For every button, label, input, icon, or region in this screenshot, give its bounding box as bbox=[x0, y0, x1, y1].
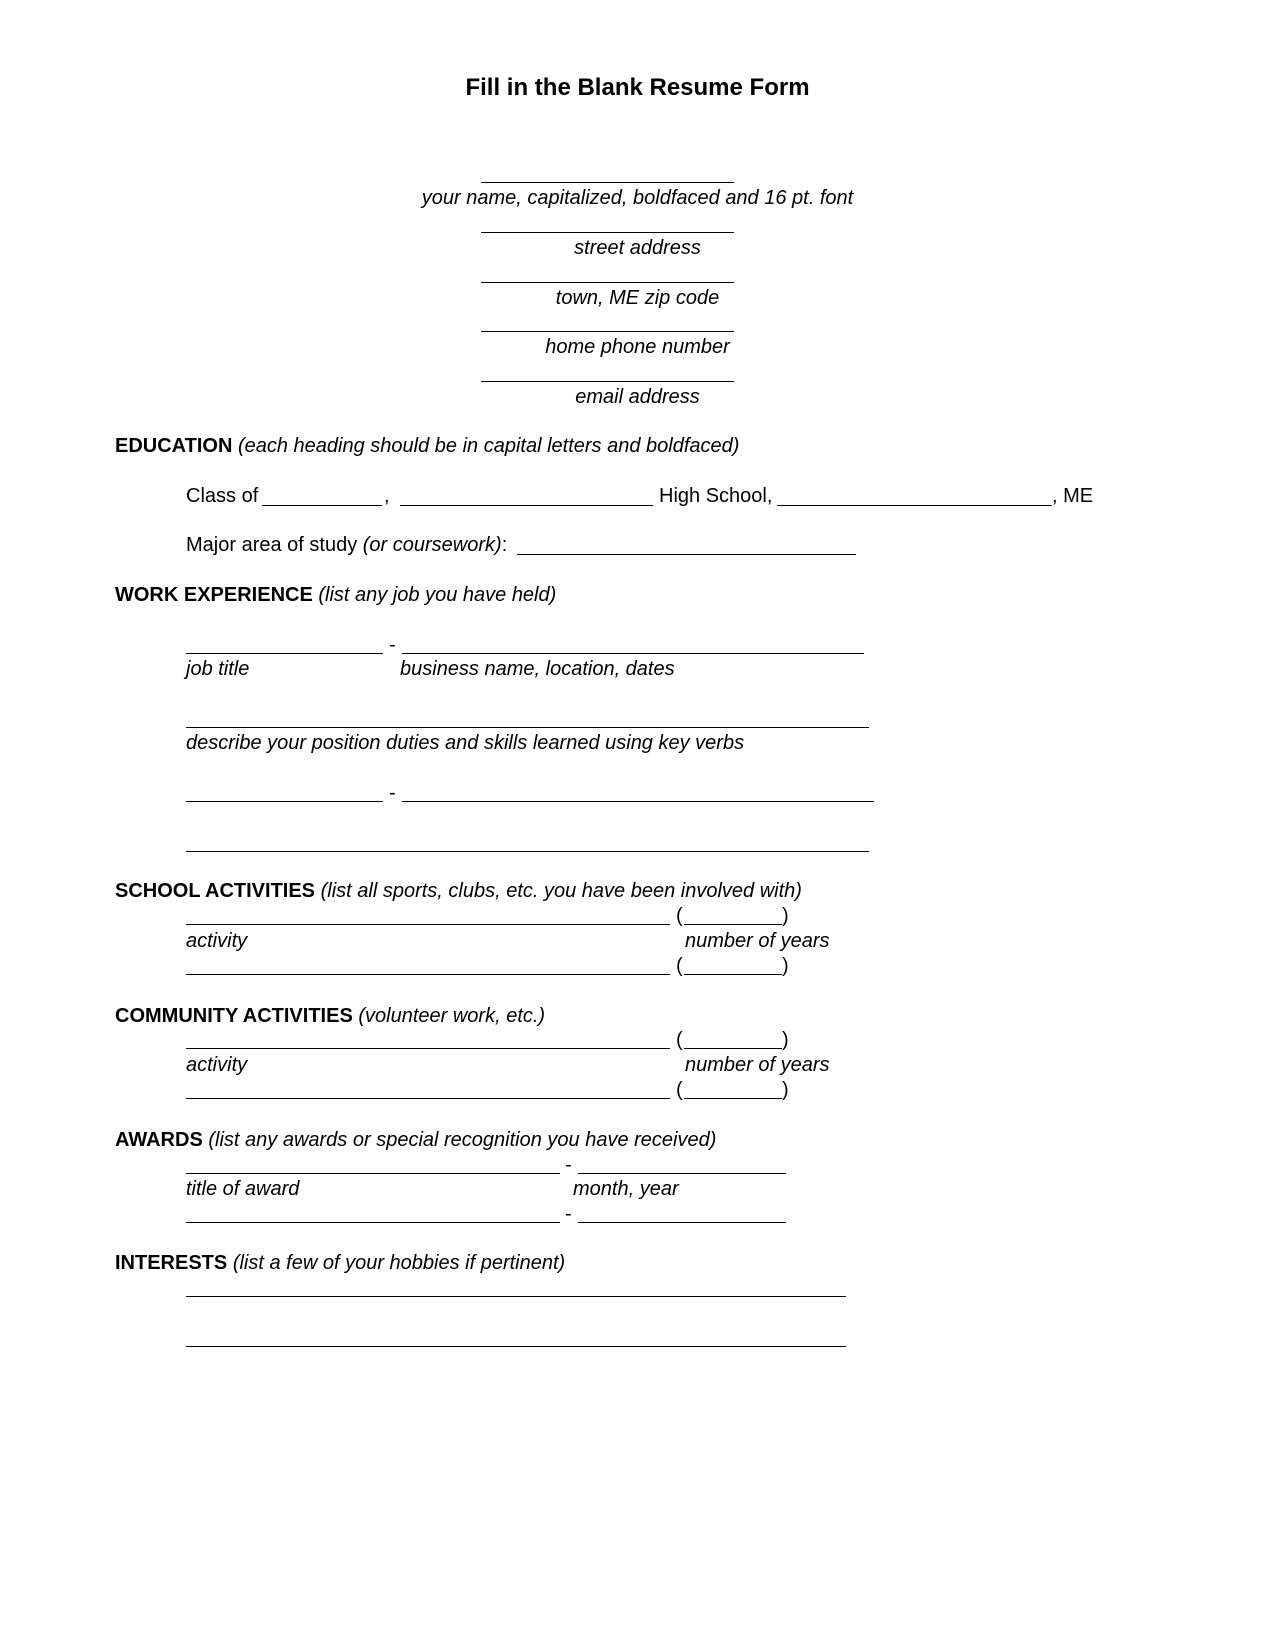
page-title: Fill in the Blank Resume Form bbox=[465, 74, 810, 101]
class-of-label: Class of bbox=[186, 485, 259, 507]
award-date-label: month, year bbox=[573, 1178, 679, 1200]
school-heading: SCHOOL ACTIVITIES bbox=[115, 880, 316, 902]
town-blank[interactable] bbox=[481, 282, 734, 283]
award-title-label: title of award bbox=[186, 1178, 300, 1200]
name-blank[interactable] bbox=[481, 182, 734, 183]
business-label: business name, location, dates bbox=[400, 658, 675, 680]
street-label: street address bbox=[574, 237, 701, 259]
awards-note: (list any awards or special recognition you have received) bbox=[208, 1129, 717, 1151]
duties-blank-2[interactable] bbox=[186, 851, 869, 852]
email-blank[interactable] bbox=[481, 381, 734, 382]
education-note: (each heading should be in capital letters and boldfaced) bbox=[237, 435, 740, 457]
community-years-close-2: ) bbox=[782, 1079, 789, 1101]
awards-heading: AWARDS bbox=[115, 1129, 203, 1151]
school-years-open-2: ( bbox=[676, 955, 683, 977]
name-label: your name, capitalized, boldfaced and 16 pt. font bbox=[421, 187, 854, 209]
award-dash-2: - bbox=[565, 1203, 572, 1225]
school-years-close-2: ) bbox=[782, 955, 789, 977]
community-years-open-2: ( bbox=[676, 1079, 683, 1101]
community-years-close-1: ) bbox=[782, 1029, 789, 1051]
community-note: (volunteer work, etc.) bbox=[358, 1005, 546, 1027]
major-row bbox=[186, 535, 507, 555]
school-activity-blank-2[interactable] bbox=[186, 974, 670, 975]
class-comma: , bbox=[384, 485, 390, 507]
street-blank[interactable] bbox=[481, 232, 734, 233]
school-years-blank-1[interactable] bbox=[684, 924, 782, 925]
school-years-open-1: ( bbox=[676, 905, 683, 927]
interests-heading: INTERESTS bbox=[115, 1252, 228, 1274]
major-note: (or coursework) bbox=[362, 534, 502, 556]
award-date-blank-1[interactable] bbox=[578, 1173, 786, 1174]
job-title-label: job title bbox=[186, 658, 250, 680]
job-title-blank-2[interactable] bbox=[186, 801, 383, 802]
duties-blank-1[interactable] bbox=[186, 727, 869, 728]
high-school-blank[interactable] bbox=[400, 505, 653, 506]
community-years-label: number of years bbox=[685, 1054, 830, 1076]
major-blank[interactable] bbox=[517, 554, 856, 555]
interests-blank-1[interactable] bbox=[186, 1296, 846, 1297]
major-label: Major area of study bbox=[186, 534, 358, 556]
community-heading: COMMUNITY ACTIVITIES bbox=[115, 1005, 353, 1027]
award-title-blank-1[interactable] bbox=[186, 1173, 560, 1174]
major-colon: : bbox=[501, 534, 508, 556]
high-school-label: High School, bbox=[659, 485, 773, 507]
community-heading-row bbox=[115, 1006, 545, 1026]
school-years-blank-2[interactable] bbox=[684, 974, 782, 975]
work-dash-1: - bbox=[389, 634, 396, 656]
interests-heading-row bbox=[115, 1253, 565, 1273]
school-activity-blank-1[interactable] bbox=[186, 924, 670, 925]
school-years-close-1: ) bbox=[782, 905, 789, 927]
education-heading: EDUCATION bbox=[115, 435, 233, 457]
community-activity-label: activity bbox=[186, 1054, 248, 1076]
award-date-blank-2[interactable] bbox=[578, 1222, 786, 1223]
email-label: email address bbox=[575, 386, 700, 408]
work-dash-2: - bbox=[389, 782, 396, 804]
interests-blank-2[interactable] bbox=[186, 1346, 846, 1347]
work-heading-row bbox=[115, 585, 556, 605]
business-blank-1[interactable] bbox=[402, 653, 864, 654]
job-title-blank-1[interactable] bbox=[186, 653, 383, 654]
phone-blank[interactable] bbox=[481, 331, 734, 332]
business-blank-2[interactable] bbox=[402, 801, 874, 802]
award-title-blank-2[interactable] bbox=[186, 1222, 560, 1223]
class-year-blank[interactable] bbox=[262, 505, 382, 506]
duties-label: describe your position duties and skills learned using key verbs bbox=[186, 732, 745, 754]
award-dash-1: - bbox=[565, 1154, 572, 1176]
phone-label: home phone number bbox=[545, 336, 730, 358]
school-heading-row bbox=[115, 881, 802, 901]
town-label: town, ME zip code bbox=[555, 287, 720, 309]
work-heading: WORK EXPERIENCE bbox=[115, 584, 313, 606]
education-heading-row bbox=[115, 436, 739, 456]
school-town-blank[interactable] bbox=[777, 505, 1052, 506]
community-activity-blank-2[interactable] bbox=[186, 1098, 670, 1099]
school-years-label: number of years bbox=[685, 930, 830, 952]
school-activity-label: activity bbox=[186, 930, 248, 952]
state-label: , ME bbox=[1052, 485, 1094, 507]
community-activity-blank-1[interactable] bbox=[186, 1048, 670, 1049]
work-note: (list any job you have held) bbox=[318, 584, 557, 606]
awards-heading-row bbox=[115, 1130, 716, 1150]
community-years-blank-2[interactable] bbox=[684, 1098, 782, 1099]
interests-note: (list a few of your hobbies if pertinent) bbox=[232, 1252, 566, 1274]
school-note: (list all sports, clubs, etc. you have been involved with) bbox=[320, 880, 802, 902]
community-years-blank-1[interactable] bbox=[684, 1048, 782, 1049]
community-years-open-1: ( bbox=[676, 1029, 683, 1051]
